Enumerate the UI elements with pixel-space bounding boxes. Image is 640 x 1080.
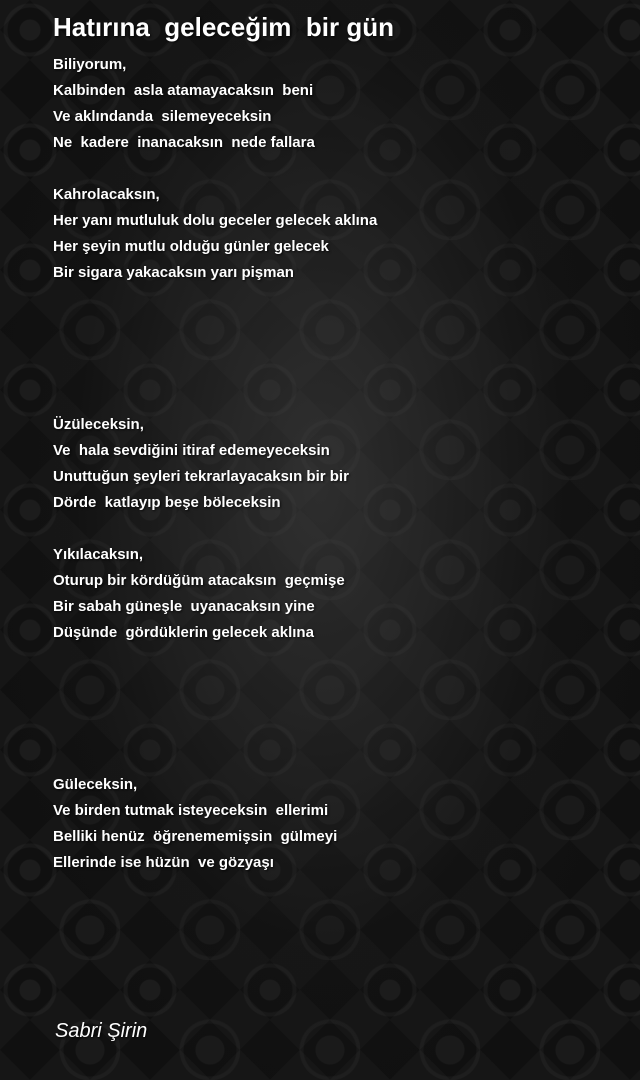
poem-line: Ve birden tutmak isteyeceksin ellerimi <box>53 802 329 819</box>
poem-line: Her yanı mutluluk dolu geceler gelecek aklına <box>53 212 378 229</box>
stanza-5 <box>53 772 337 876</box>
poem-line: Ellerinde ise hüzün ve gözyaşı <box>53 854 274 871</box>
poem-line: Her şeyin mutlu olduğu günler gelecek <box>53 238 329 255</box>
poem-line: Ve hala sevdiğini itiraf edemeyeceksin <box>53 442 330 459</box>
poem-line: Belliki henüz öğrenememişsin gülmeyi <box>53 828 338 845</box>
poem-line: Biliyorum, <box>53 56 127 73</box>
poem-author: Sabri Şirin <box>55 1020 148 1042</box>
poem-line: Ne kadere inanacaksın nede fallara <box>53 134 315 151</box>
poem-line: Yıkılacaksın, <box>53 546 144 563</box>
poem-line: Kalbinden asla atamayacaksın beni <box>53 82 314 99</box>
poem-line: Ve aklındanda silemeyeceksin <box>53 108 272 125</box>
stanza-3 <box>53 412 349 516</box>
poem-line: Oturup bir kördüğüm atacaksın geçmişe <box>53 572 345 589</box>
poem-line: Kahrolacaksın, <box>53 186 160 203</box>
poem-line: Güleceksin, <box>53 776 138 793</box>
stanza-1 <box>53 52 315 156</box>
poem-title: Hatırına geleceğim bir gün <box>53 12 394 42</box>
stanza-2 <box>53 182 377 286</box>
poem-line: Bir sabah güneşle uyanacaksın yine <box>53 598 315 615</box>
poem-line: Üzüleceksin, <box>53 416 144 433</box>
stanza-4 <box>53 542 345 646</box>
poem-line: Bir sigara yakacaksın yarı pişman <box>53 264 294 281</box>
poem-line: Unuttuğun şeyleri tekrarlayacaksın bir bir <box>53 468 349 485</box>
poem-line: Dörde katlayıp beşe böleceksin <box>53 494 281 511</box>
poem-line: Düşünde gördüklerin gelecek aklına <box>53 624 314 641</box>
